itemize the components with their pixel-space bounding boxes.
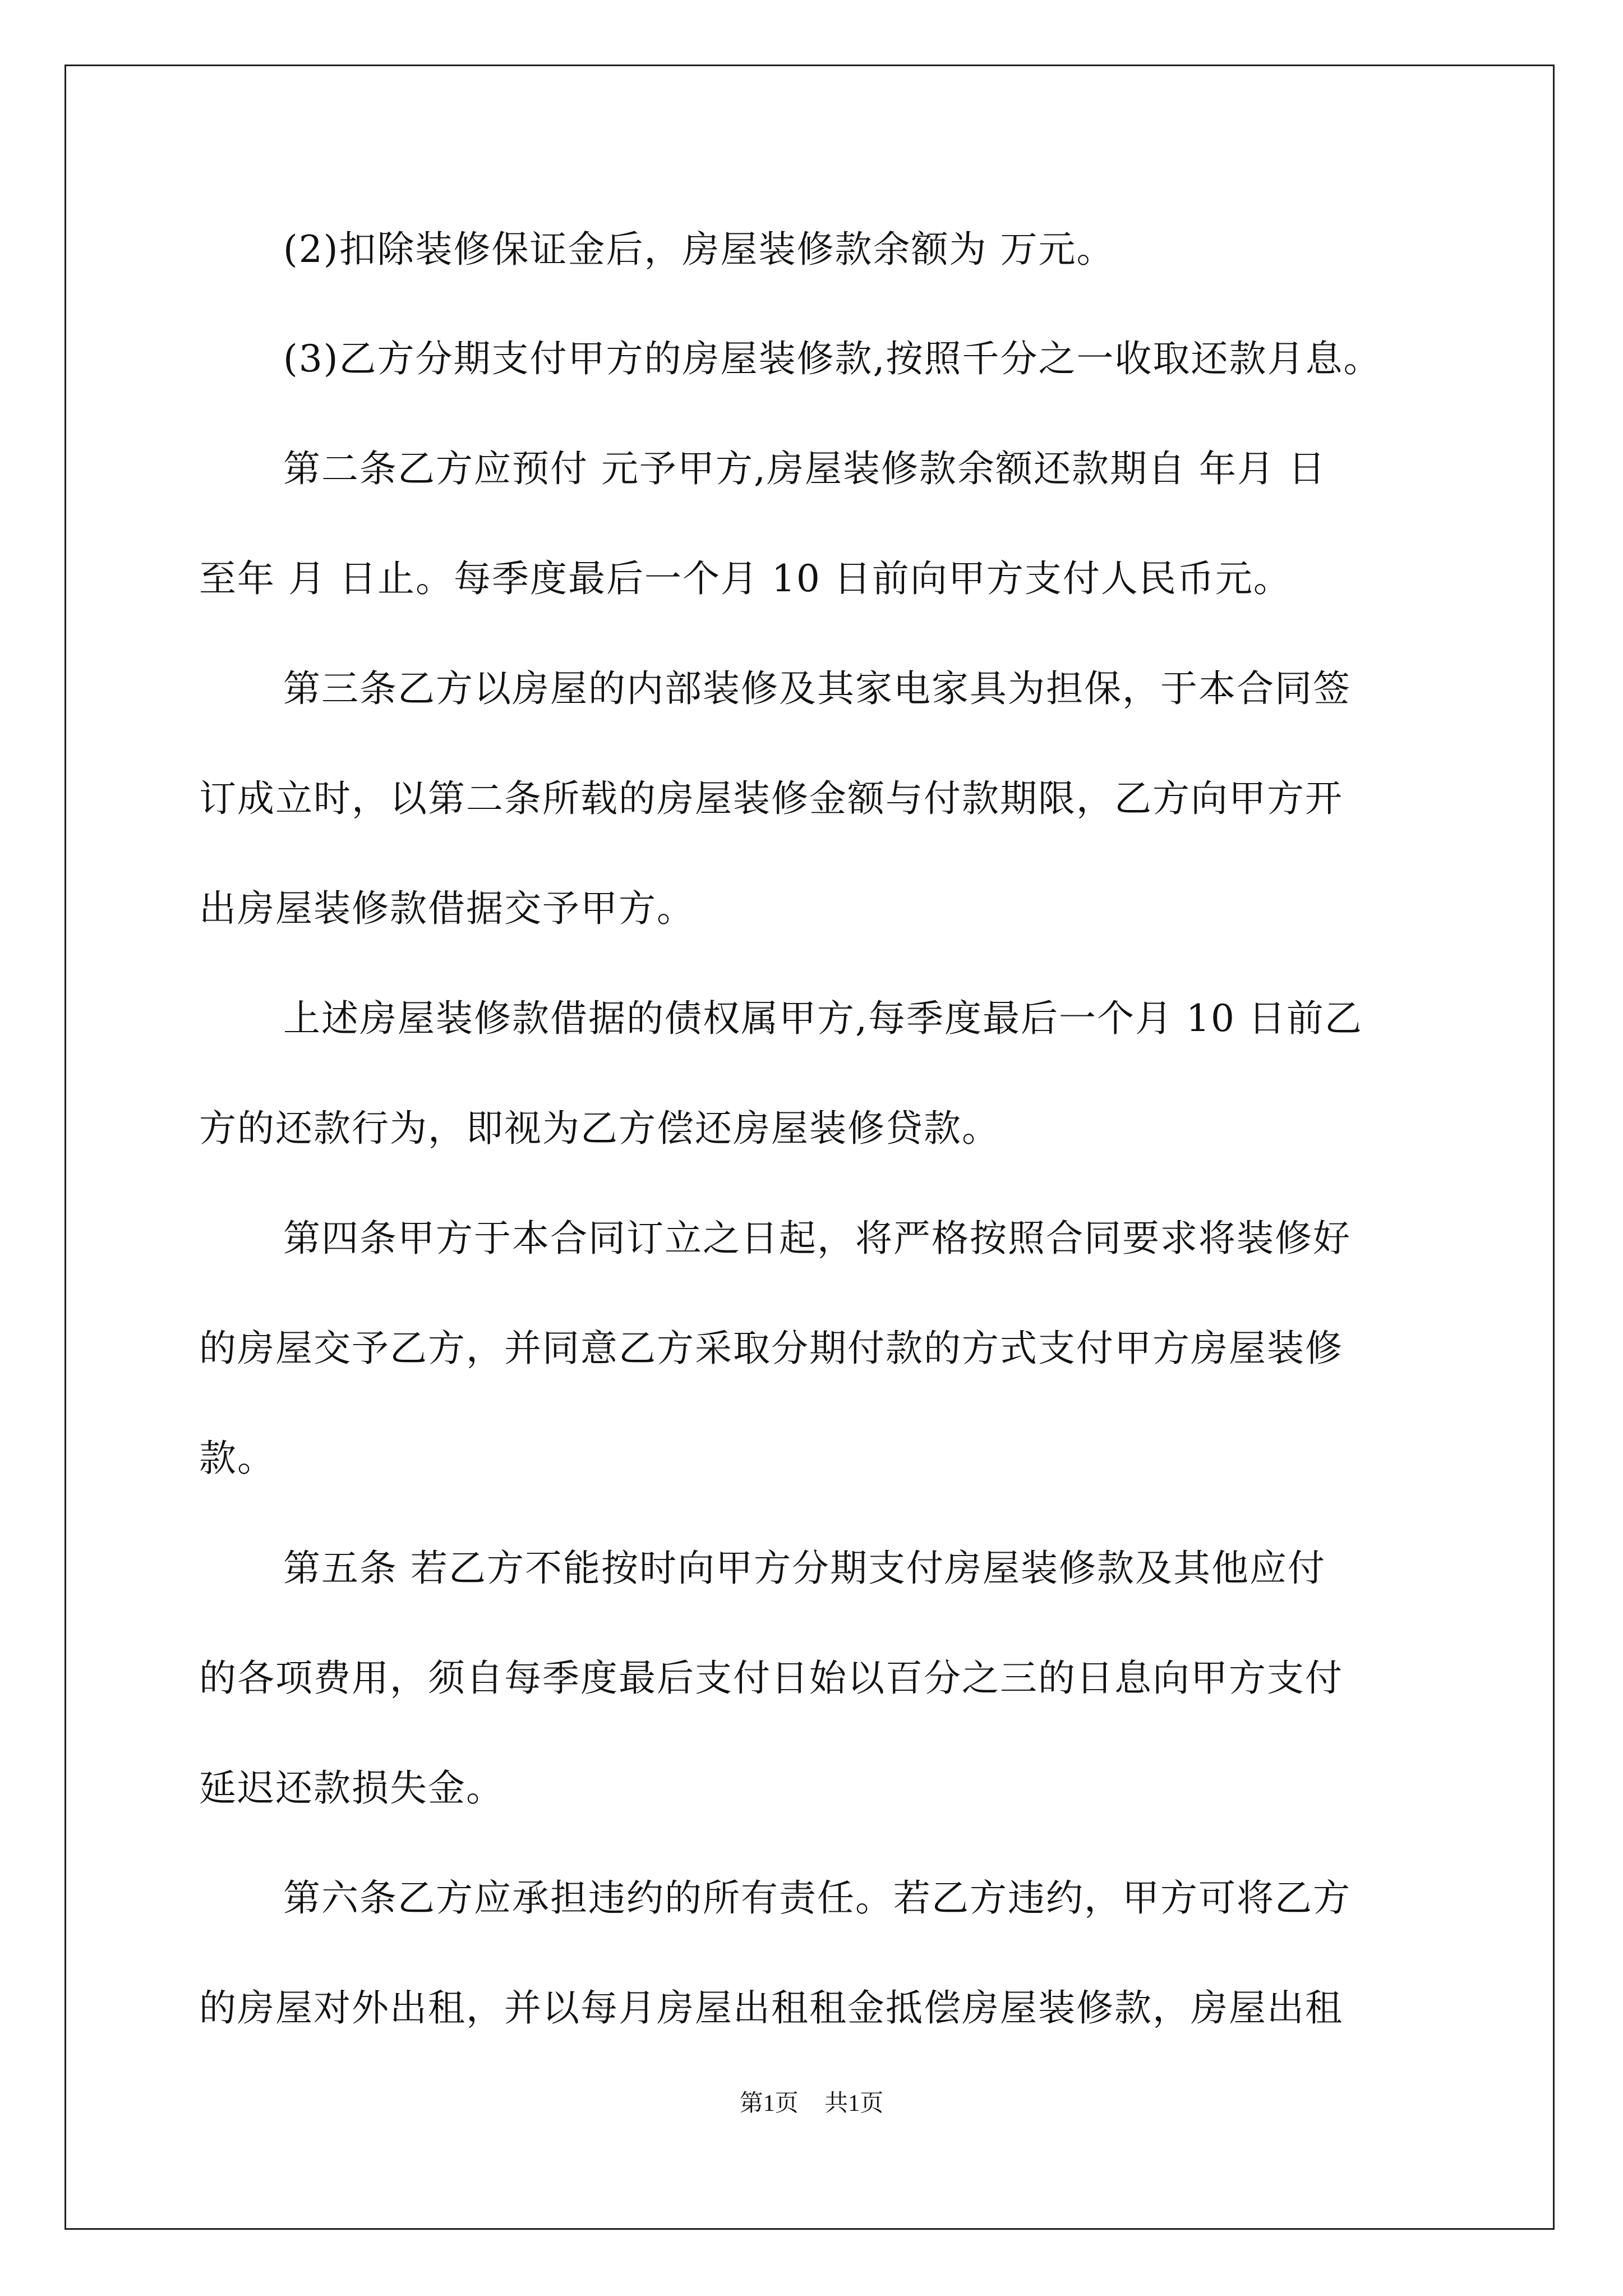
text-line: 出房屋装修款借据交予甲方。	[199, 887, 695, 930]
text-line: 至年 月 日止。每季度最后一个月 10 日前向甲方支付人民币元。	[199, 557, 1292, 600]
text-line: 款。	[199, 1437, 275, 1480]
page-footer	[0, 2090, 1623, 2118]
text-line: 的房屋交予乙方，并同意乙方采取分期付款的方式支付甲方房屋装修	[199, 1327, 1343, 1370]
text-line: 的房屋对外出租，并以每月房屋出租租金抵偿房屋装修款，房屋出租	[199, 1986, 1343, 2030]
text-line: 上述房屋装修款借据的债权属甲方,每季度最后一个月 10 日前乙	[283, 997, 1363, 1040]
text-line: 第二条乙方应预付 元予甲方,房屋装修款余额还款期自 年月 日	[283, 447, 1326, 490]
text-line: (2)扣除装修保证金后，房屋装修款余额为 万元。	[283, 228, 1115, 271]
text-line: (3)乙方分期支付甲方的房屋装修款,按照千分之一收取还款月息。	[283, 337, 1382, 380]
text-line: 第六条乙方应承担违约的所有责任。若乙方违约，甲方可将乙方	[283, 1876, 1351, 1920]
page-number: 第1页	[739, 2091, 799, 2116]
text-line: 方的还款行为，即视为乙方偿还房屋装修贷款。	[199, 1107, 1000, 1150]
text-line: 第三条乙方以房屋的内部装修及其家电家具为担保，于本合同签	[283, 667, 1351, 710]
page-total: 共1页	[824, 2091, 884, 2116]
text-line: 延迟还款损失金。	[199, 1766, 504, 1810]
text-line: 第四条甲方于本合同订立之日起，将严格按照合同要求将装修好	[283, 1217, 1351, 1260]
text-line: 订成立时，以第二条所载的房屋装修金额与付款期限，乙方向甲方开	[199, 777, 1343, 820]
text-line: 的各项费用，须自每季度最后支付日始以百分之三的日息向甲方支付	[199, 1657, 1343, 1700]
text-line: 第五条 若乙方不能按时向甲方分期支付房屋装修款及其他应付	[283, 1547, 1326, 1590]
